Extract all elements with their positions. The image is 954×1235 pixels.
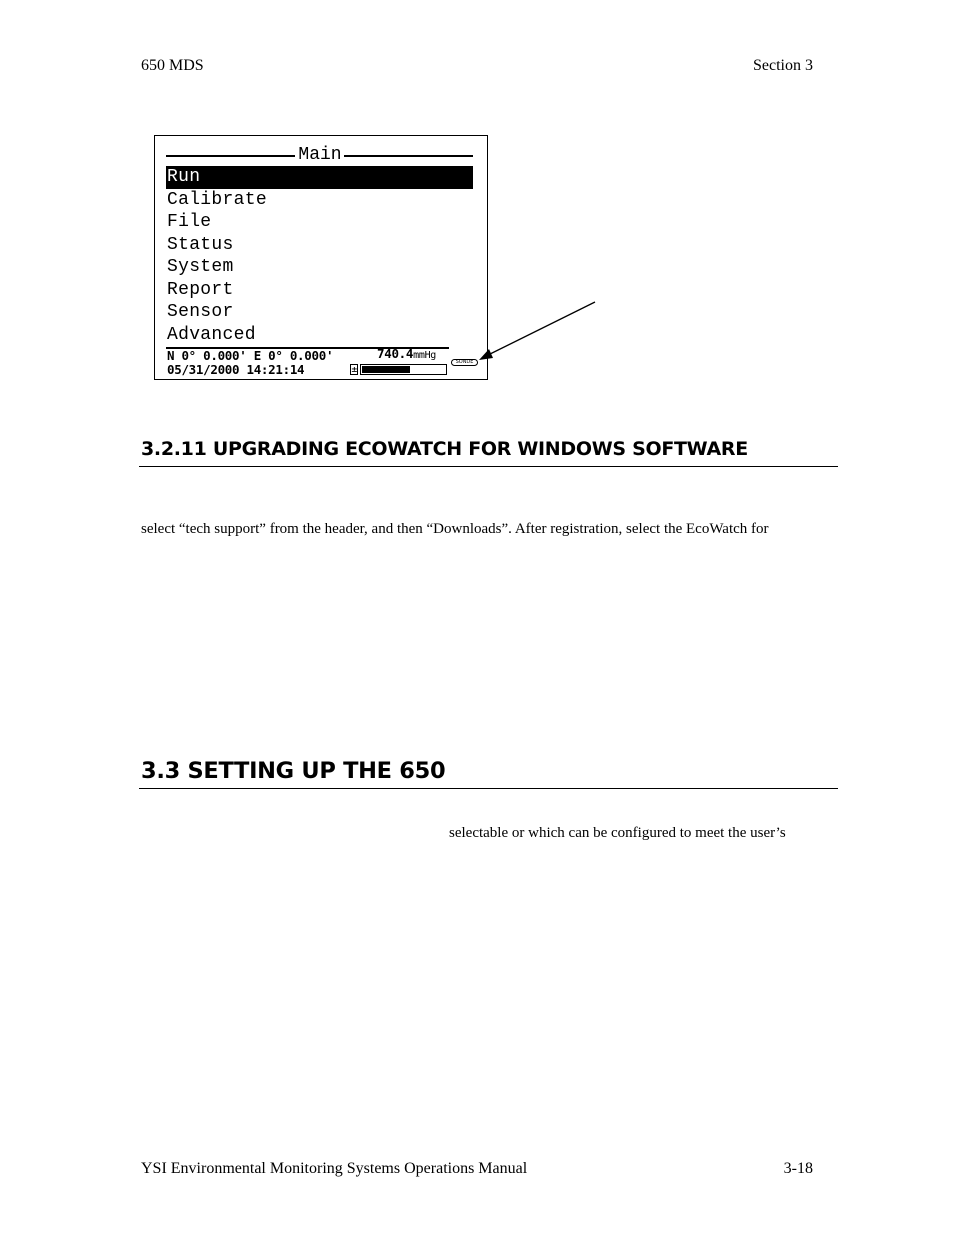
- menu-title-bar: [166, 144, 473, 166]
- body-text-downloads: select “tech support” from the header, and then “Downloads”. After registration, select the EcoWatch for: [141, 521, 769, 537]
- section-heading-upgrading-ecowatch: 3.2.11 UPGRADING ECOWATCH FOR WINDOWS SOFTWARE: [141, 438, 748, 460]
- heading-underline: [139, 466, 838, 467]
- gps-readout: N 0° 0.000' E 0° 0.000': [167, 348, 334, 363]
- menu-title: Main: [298, 145, 342, 165]
- heading-underline: [139, 788, 838, 789]
- battery-level-fill: [362, 366, 410, 373]
- running-header-model: 650 MDS: [141, 57, 204, 74]
- datetime-readout: 05/31/2000 14:21:14: [167, 362, 305, 377]
- menu-item-advanced[interactable]: Advanced: [167, 324, 256, 345]
- menu-item-status[interactable]: Status: [167, 234, 234, 255]
- callout-arrow-icon: [470, 295, 600, 365]
- pressure-value: 740.4: [377, 346, 414, 361]
- sonde-connected-badge: SONDE: [451, 359, 478, 366]
- instrument-screen-figure: [154, 135, 488, 380]
- section-heading-setting-up: 3.3 SETTING UP THE 650: [141, 758, 446, 784]
- barometer-readout: [377, 346, 449, 363]
- menu-item-system[interactable]: System: [167, 257, 234, 277]
- title-rule-left: [166, 155, 295, 157]
- main-menu: [166, 166, 473, 346]
- battery-level-bar: [360, 364, 447, 375]
- menu-item-run[interactable]: Run: [166, 166, 473, 189]
- running-header-section: Section 3: [753, 57, 813, 74]
- menu-item-calibrate[interactable]: Calibrate: [167, 189, 267, 210]
- pressure-unit: mmHg: [413, 350, 437, 361]
- title-rule-right: [344, 155, 473, 157]
- menu-item-report[interactable]: Report: [167, 279, 234, 300]
- body-text-configure: selectable or which can be configured to meet the user’s: [449, 825, 786, 841]
- menu-item-sensor[interactable]: Sensor: [167, 302, 234, 322]
- menu-item-file[interactable]: File: [167, 212, 212, 232]
- footer-manual-title: YSI Environmental Monitoring Systems Operations Manual: [141, 1160, 528, 1177]
- footer-page-number: 3-18: [783, 1160, 813, 1177]
- battery-icon: ±: [351, 365, 358, 374]
